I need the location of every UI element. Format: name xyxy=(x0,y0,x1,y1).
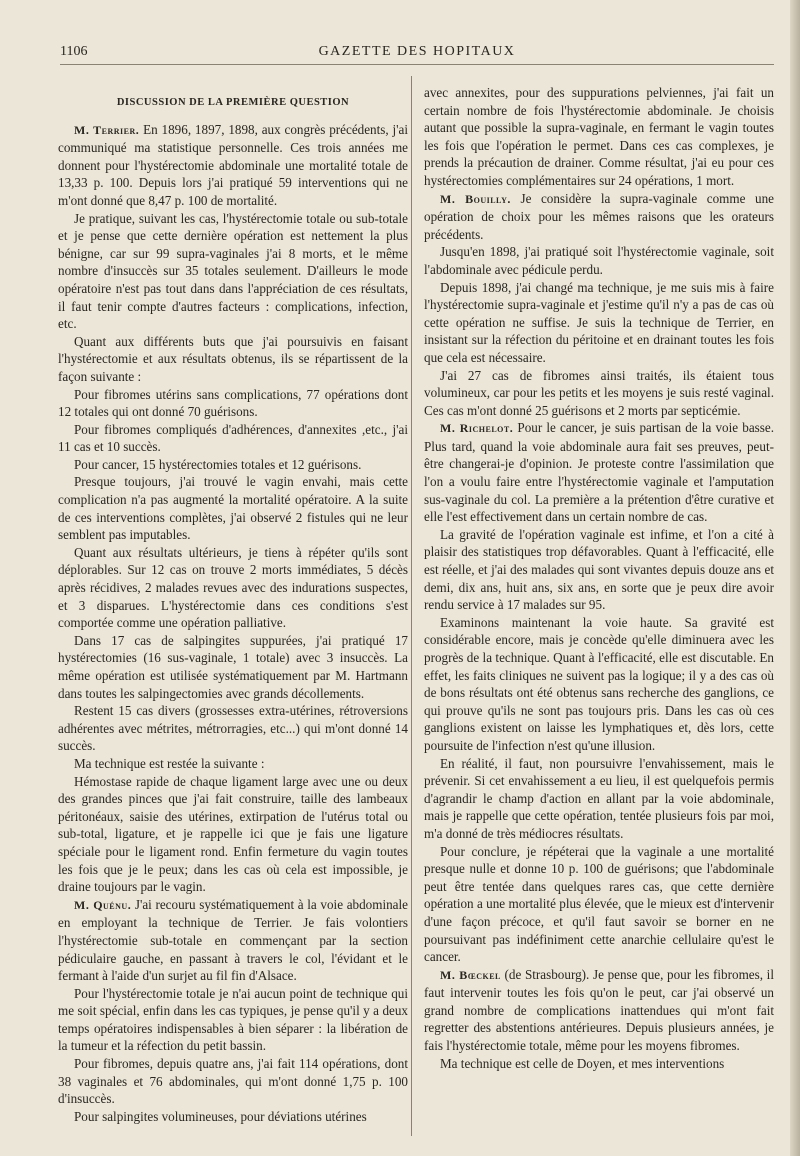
paragraph-text: Je considère la supra-vaginale comme une opération de choix pour les mêmes raisons que les orateurs précédents. xyxy=(424,190,774,242)
paragraph xyxy=(58,456,408,474)
paragraph xyxy=(58,1108,408,1126)
paragraph-text: Examinons maintenant la voie haute. Sa gravité est considérable encore, mais je concède qu'elle diminuera avec les progrès de la technique. Quant à l'efficacité, elle est discutable. En effet, les faits cliniques ne suivent pas la logique; il y a des cas où de bons résultats ont été obtenus sans recherche des ganglions, ce qui prouve qu'ils ne sont pas toujours pris. Dans les cas où ces ganglions existent on laisse les lymphatiques et, dès lors, cette poursuite de l'infection n'est qu'une illusion. xyxy=(424,614,774,753)
paragraph xyxy=(424,190,774,244)
paragraph-text: Je pratique, suivant les cas, l'hystérectomie totale ou sub-totale et je pense que cette dernière opération est nettement la plus bénigne, car sur 99 supra-vaginales j'ai 8 morts, et le même nombre d'insuccès sur 35 totales seulement. D'ailleurs le mode opératoire n'est pas tout dans dans l'appréciation de ces résultats, il faut tenir compte d'autres facteurs : complications, infection, etc. xyxy=(58,210,408,332)
journal-title: GAZETTE DES HOPITAUX xyxy=(318,44,516,59)
paragraph-text: Pour cancer, 15 hystérectomies totales et 12 guérisons. xyxy=(74,456,362,472)
paragraph xyxy=(58,473,408,543)
paragraph xyxy=(424,755,774,843)
section-title: DISCUSSION DE LA PREMIÈRE QUESTION xyxy=(116,97,350,108)
paragraph-text: Jusqu'en 1898, j'ai pratiqué soit l'hystérectomie vaginale, soit l'abdominale avec pédicule perdu. xyxy=(424,244,774,277)
paragraph-text: avec annexites, pour des suppurations pelviennes, j'ai fait un certain nombre de fois l'hystérectomie abdominale. Je choisis autant que possible la supra-vaginale, en fermant le vagin toutes les fois que l'opération le permet. Dans ces cas complexes, je prends la précaution de drainer. Comme résultat, j'ai eu pour ces hystérectomies complémentaires sur 24 opérations, 1 mort. xyxy=(424,85,774,188)
paragraph-text: Pour fibromes compliqués d'adhérences, d'annexites ,etc., j'ai 11 cas et 10 succès. xyxy=(58,421,408,455)
paragraph xyxy=(424,367,774,420)
paragraph-text: J'ai recouru systématiquement à la voie abdominale en employant la technique de Terrier. Je fais volontiers l'hystérectomie sub-totale en commençant par la section pédiculaire gauche, en passant à travers le col, l'évidant et le fermant à l'aide d'un surjet au fil fin d'Alsace. xyxy=(58,896,409,984)
paragraph-text: Pour fibromes utérins sans complications, 77 opérations dont 12 totales qui ont donné 70 guérisons. xyxy=(58,386,408,420)
paragraph xyxy=(424,419,774,526)
paragraph-text: Restent 15 cas divers (grossesses extra-utérines, rétroversions adhérentes avec métrites, métrorragies, etc...) qui m'ont donné 14 succès. xyxy=(58,703,408,754)
right-column xyxy=(424,84,774,1072)
paragraph-text: Ma technique est celle de Doyen, et mes interventions xyxy=(440,1055,725,1071)
paragraph-text: (de Strasbourg). Je pense que, pour les fibromes, il faut intervenir toutes les fois qu'on le peut, car j'ai observé un grand nombre de complications inattendues qui m'ont fait regretter des abstentions antérieures. Depuis plusieurs années, je fais l'hystérectomie totale, même pour les moyens fibromes. xyxy=(424,966,774,1054)
paragraph xyxy=(424,1055,774,1073)
paragraph-text: Pour fibromes, depuis quatre ans, j'ai fait 114 opérations, dont 38 vaginales et 76 abdominales, qui m'ont donné 1,75 p. 100 d'insuccès. xyxy=(58,1056,408,1107)
paragraph xyxy=(58,421,408,456)
paragraph-text: J'ai 27 cas de fibromes ainsi traités, ils étaient tous volumineux, car pour les petits et les moyens je suis resté vaginal. Ces cas m'ont donné 25 guérisons et 2 morts par septicémie. xyxy=(424,367,774,418)
paragraph-text: Dans 17 cas de salpingites suppurées, j'ai pratiqué 17 hystérectomies (16 sus-vaginale, 1 totale) avec 3 insuccès. La même opération est utilisée systématiquement par M. Hartmann dans toutes les salpingectomies avec grands décollements. xyxy=(58,632,408,701)
paragraph xyxy=(424,526,774,614)
paragraph xyxy=(58,755,408,773)
paragraph xyxy=(424,966,774,1055)
paragraph-text: Ma technique est restée la suivante : xyxy=(74,755,265,771)
paragraph-text: Hémostase rapide de chaque ligament large avec une ou deux des grandes pinces que j'ai fait construire, taille des lambeaux péritonéaux, saisie des utérines, extirpation de l'utérus total ou sub-total, ligature, et je rappelle ici que je fais une ligature spéciale pour le ligament rond. Enfin fermeture du vagin toutes les fois que je le peux; dans les cas où cela est impossible, je draine toujours par le vagin. xyxy=(58,773,408,895)
speaker-name: M. Quénu. xyxy=(74,897,132,912)
paragraph xyxy=(58,773,408,896)
page-edge xyxy=(790,0,800,1156)
paragraph-text: Quant aux différents buts que j'ai poursuivis en faisant l'hystérectomie et aux résultats obtenus, ils se répartissent de la façon suivante : xyxy=(58,333,408,384)
paragraph xyxy=(424,843,774,966)
speaker-name: M. Bœckel xyxy=(440,967,501,982)
paragraph xyxy=(58,985,408,1055)
paragraph xyxy=(58,121,408,210)
paragraph-text: En 1896, 1897, 1898, aux congrès précédents, j'ai communiqué ma statistique personnelle. Ces trois années me donnent pour l'hystérectomie abdominale une mortalité totale de 13,33 p. 100. Depuis lors j'ai pratiqué 59 interventions qui ne m'ont donné que 8,47 p. 100 de mortalité. xyxy=(58,121,408,208)
paragraph xyxy=(424,84,774,190)
paragraph-text: Pour le cancer, je suis partisan de la voie basse. Plus tard, quand la voie abdominale aura fait ses preuves, peut-être changerai-je d'opinion. Je proteste contre l'assimilation que l'on a voulu faire entre l'hystérectomie vaginale et l'amputation sus-vaginale du col. La première a la prétention d'être curative et elle l'est effectivement dans un certain nombre de cas. xyxy=(424,420,774,525)
paragraph xyxy=(58,702,408,755)
paragraph-text: Quant aux résultats ultérieurs, je tiens à répéter qu'ils sont déplorables. Sur 12 cas on trouve 2 morts immédiates, 5 décès après récidives, 2 malades revues avec des indurations suspectes, et 3 disparues. L'hystérectomie dans ces conditions s'est comportée comme une opération palliative. xyxy=(58,544,408,631)
speaker-name: M. Terrier. xyxy=(74,122,140,137)
page-number: 1106 xyxy=(60,44,88,59)
paragraph-text: La gravité de l'opération vaginale est infime, et l'on a cité à plaisir des statistiques trop défavorables. Quant à l'efficacité, elle est réelle, et j'ai des malades qui sont vivantes depuis douze ans et demi, dix ans, huit ans, six ans, en sorte que je peux dire avoir rendu service à 17 malades sur 95. xyxy=(424,526,774,613)
paragraph xyxy=(58,210,408,333)
paragraph xyxy=(58,896,408,985)
left-column xyxy=(58,86,408,1125)
paragraph xyxy=(58,632,408,702)
speaker-name: M. Bouilly. xyxy=(440,191,511,206)
paragraph xyxy=(58,333,408,386)
paragraph-text: En réalité, il faut, non poursuivre l'envahissement, mais le prévenir. Si cet envahissement a eu lieu, il est quelquefois permis d'agrandir le champ d'action en allant par la voie abdominale, mais je rappelle que cette opération, tentée plusieurs fois par moi, m'a donné de très médiocres résultats. xyxy=(424,755,774,841)
paragraph-text: Pour conclure, je répéterai que la vaginale a une mortalité presque nulle et donne 10 p. 100 de guérisons; que l'abdominale peut être tentée dans quelques rares cas, que cette dernière opération a une mortalité plus élevée, que le mieux est d'intervenir d'une façon précoce, et qu'il faut savoir se borner en ne poursuivant pas indéfiniment cette anarchie cellulaire qu'est le cancer. xyxy=(424,843,774,965)
paragraph xyxy=(424,243,774,278)
paragraph xyxy=(58,386,408,421)
paragraph xyxy=(58,544,408,632)
paragraph-text: Pour salpingites volumineuses, pour déviations utérines xyxy=(74,1108,367,1124)
paragraph-text: Depuis 1898, j'ai changé ma technique, je me suis mis à faire l'hystérectomie supra-vaginale et j'estime qu'il n'y a pas de cas où cette opération ne suffise. Je suis la technique de Terrier, en insistant sur la réfection du péritoine et en drainant toutes les fois que cela est nécessaire. xyxy=(424,279,774,365)
column-divider xyxy=(411,76,412,1136)
paragraph-text: Presque toujours, j'ai trouvé le vagin envahi, mais cette complication n'a pas augmenté la mortalité opératoire. A la suite de ces interventions complètes, j'ai observé 2 fistules qui ne leur semblent pas imputables. xyxy=(58,474,408,543)
speaker-name: M. Richelot. xyxy=(440,421,514,436)
paragraph xyxy=(58,1055,408,1108)
paragraph xyxy=(424,614,774,755)
paragraph xyxy=(424,279,774,367)
page-header xyxy=(60,44,774,65)
paragraph-text: Pour l'hystérectomie totale je n'ai aucun point de technique qui me soit spécial, enfin dans les cas typiques, je pense qu'il y a deux temps opératoires indispensables à bien séparer : la libération de la tumeur et la réfection du petit bassin. xyxy=(58,985,408,1054)
